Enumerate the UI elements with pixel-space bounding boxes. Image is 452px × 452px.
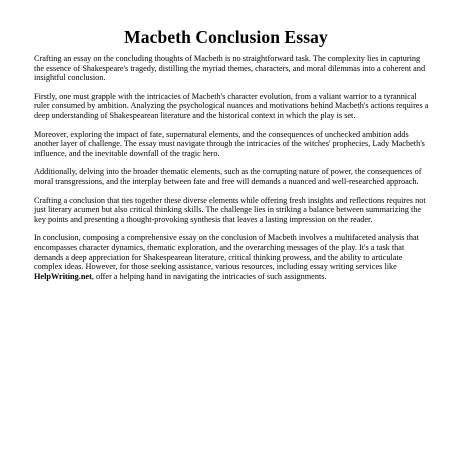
page-title: Macbeth Conclusion Essay xyxy=(124,27,328,47)
paragraph-conclusion xyxy=(34,233,430,281)
essay-body xyxy=(34,54,430,290)
paragraph-character: Firstly, one must grapple with the intricacies of Macbeth's character evolution, from a valiant warrior to a tyrannical ruler consumed by ambition. Analyzing the psychological nuances and motivations behind Macbeth's actions requires a deep understanding of Shakespearean literature and the historical context in which the play is set. xyxy=(34,91,429,120)
paragraph-fate: Moreover, exploring the impact of fate, supernatural elements, and the consequences of unchecked ambition adds another layer of challenge. The essay must navigate through the intricacies of the witches' prophecies, Lady Macbeth's influence, and the inevitable downfall of the tragic hero. xyxy=(34,129,425,158)
paragraph-themes: Additionally, delving into the broader thematic elements, such as the corrupting nature of power, the consequences of moral transgressions, and the interplay between fate and free will demands a nuanced and well-researched approach. xyxy=(34,167,422,186)
service-name: HelpWriting.net xyxy=(34,271,92,281)
conclusion-text-end: , offer a helping hand in navigating the intricacies of such assignments. xyxy=(91,271,327,281)
paragraph-intro: Crafting an essay on the concluding thoughts of Macbeth is no straightforward task. The complexity lies in capturing the essence of Shakespeare's tragedy, distilling the myriad themes, characters, and moral dilemmas into a coherent and insightful conclusion. xyxy=(34,54,426,83)
conclusion-text-start: In conclusion, composing a comprehensive essay on the conclusion of Macbeth involves a multifaceted analysis that encompasses character dynamics, thematic exploration, and the overarching messages of the play. It's a task that demands a deep appreciation for Shakespearean literature, critical thinking prowess, and the ability to articulate complex ideas. However, for those seeking assistance, various resources, including essay writing services like xyxy=(34,233,419,272)
paragraph-synthesis: Crafting a conclusion that ties together these diverse elements while offering fresh insights and reflections requires not just literary acumen but also critical thinking skills. The challenge lies in striking a balance between summarizing the key points and presenting a thought-provoking synthesis that leaves a lasting impression on the reader. xyxy=(34,195,426,224)
